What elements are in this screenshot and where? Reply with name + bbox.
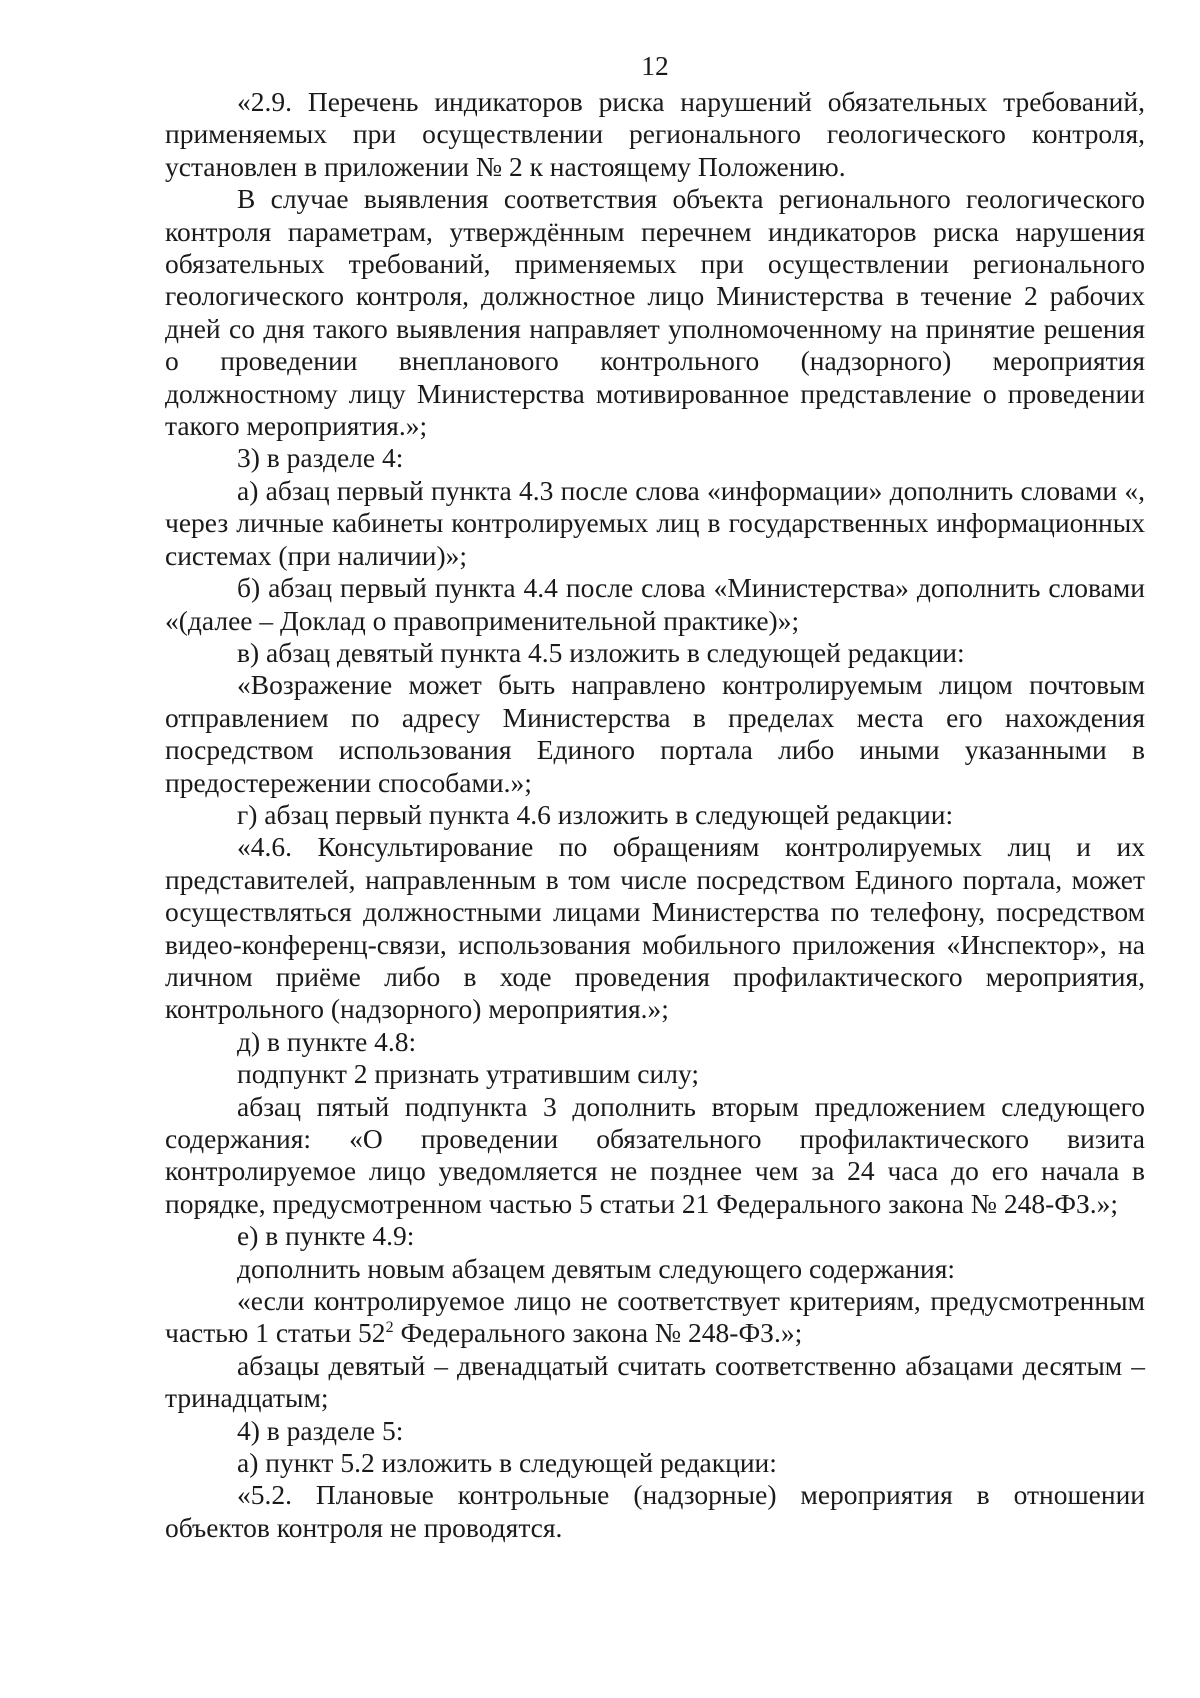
- article-52-superscript: 2: [385, 1319, 394, 1337]
- paragraph-planned-events: «5.2. Плановые контрольные (надзорные) мероприятия в отношении объектов контроля не проводятся.: [165, 1479, 1145, 1543]
- article-52-text-after: Федерального закона № 248-ФЗ.»;: [393, 1317, 803, 1349]
- paragraph-new-ninth: дополнить новым абзацем девятым следующего содержания:: [237, 1252, 956, 1284]
- paragraph-item-4-8: д) в пункте 4.8:: [237, 1025, 417, 1057]
- paragraph-item-4-5: в) абзац девятый пункта 4.5 изложить в следующей редакции:: [237, 636, 965, 668]
- paragraph-item-4-6: г) абзац первый пункта 4.6 изложить в следующей редакции:: [237, 798, 954, 830]
- paragraph-section-5: 4) в разделе 5:: [237, 1414, 404, 1446]
- paragraph-item-5-2: а) пункт 5.2 изложить в следующей редакции:: [237, 1447, 777, 1479]
- paragraph-item-4-9: е) в пункте 4.9:: [237, 1220, 415, 1252]
- document-page: [165, 48, 1145, 1544]
- paragraph-consulting: «4.6. Консультирование по обращениям контролируемых лиц и их представителей, направленным в том числе посредством Единого портала, может осуществляться должностными лицами Министерства по телефону, посредством видео-конференц-связи, использования мобильного приложения «Инспектор», на личном приёме либо в ходе проведения профилактического мероприятия, контрольного (надзорного) мероприятия.»;: [165, 831, 1145, 1025]
- paragraph-item-4-3: а) абзац первый пункта 4.3 после слова «информации» дополнить словами «, через личные кабинеты контролируемых лиц в государственных информационных системах (при наличии)»;: [165, 474, 1145, 571]
- paragraph-subitem-3: абзац пятый подпункта 3 дополнить вторым предложением следующего содержания: «О проведении обязательного профилактического визита контролируемое лицо уведомляется не позднее чем за 24 часа до его начала в порядке, предусмотренном частью 5 статьи 21 Федерального закона № 248-ФЗ.»;: [165, 1090, 1145, 1219]
- article-52-text-before: «если контролируемое лицо не соответствует критериям, предусмотренным частью 1 статьи 52: [165, 1285, 1145, 1349]
- paragraph-risk-indicators: В случае выявления соответствия объекта регионального геологического контроля параметрам, утверждённым перечнем индикаторов риска нарушения обязательных требований, применяемых при осуществлении регионального геологического контроля, должностное лицо Министерства в течение 2 рабочих дней со дня такого выявления направляет уполномоченному на принятие решения о проведении внепланового контрольного (надзорного) мероприятия должностному лицу Министерства мотивированное представление о проведении такого мероприятия.»;: [165, 183, 1145, 442]
- paragraph-renumber: абзацы девятый – двенадцатый считать соответственно абзацами десятым – тринадцатым;: [165, 1349, 1145, 1414]
- paragraph-subitem-2: подпункт 2 признать утратившим силу;: [237, 1058, 699, 1090]
- paragraph-section-4: 3) в разделе 4:: [237, 442, 404, 474]
- paragraph-item-4-4: б) абзац первый пункта 4.4 после слова «Министерства» дополнить словами «(далее – Доклад о правоприменительной практике)»;: [165, 572, 1145, 636]
- paragraph-article-52: [165, 1285, 1145, 1350]
- page-number: 12: [641, 50, 669, 81]
- paragraph-objection: «Возражение может быть направлено контролируемым лицом почтовым отправлением по адресу Министерства в пределах места его нахождения посредством использования Единого портала либо иными указанными в предостережении способами.»;: [165, 669, 1145, 798]
- paragraph-2-9: «2.9. Перечень индикаторов риска нарушений обязательных требований, применяемых при осуществлении регионального геологического контроля, установлен в приложении № 2 к настоящему Положению.: [165, 86, 1145, 182]
